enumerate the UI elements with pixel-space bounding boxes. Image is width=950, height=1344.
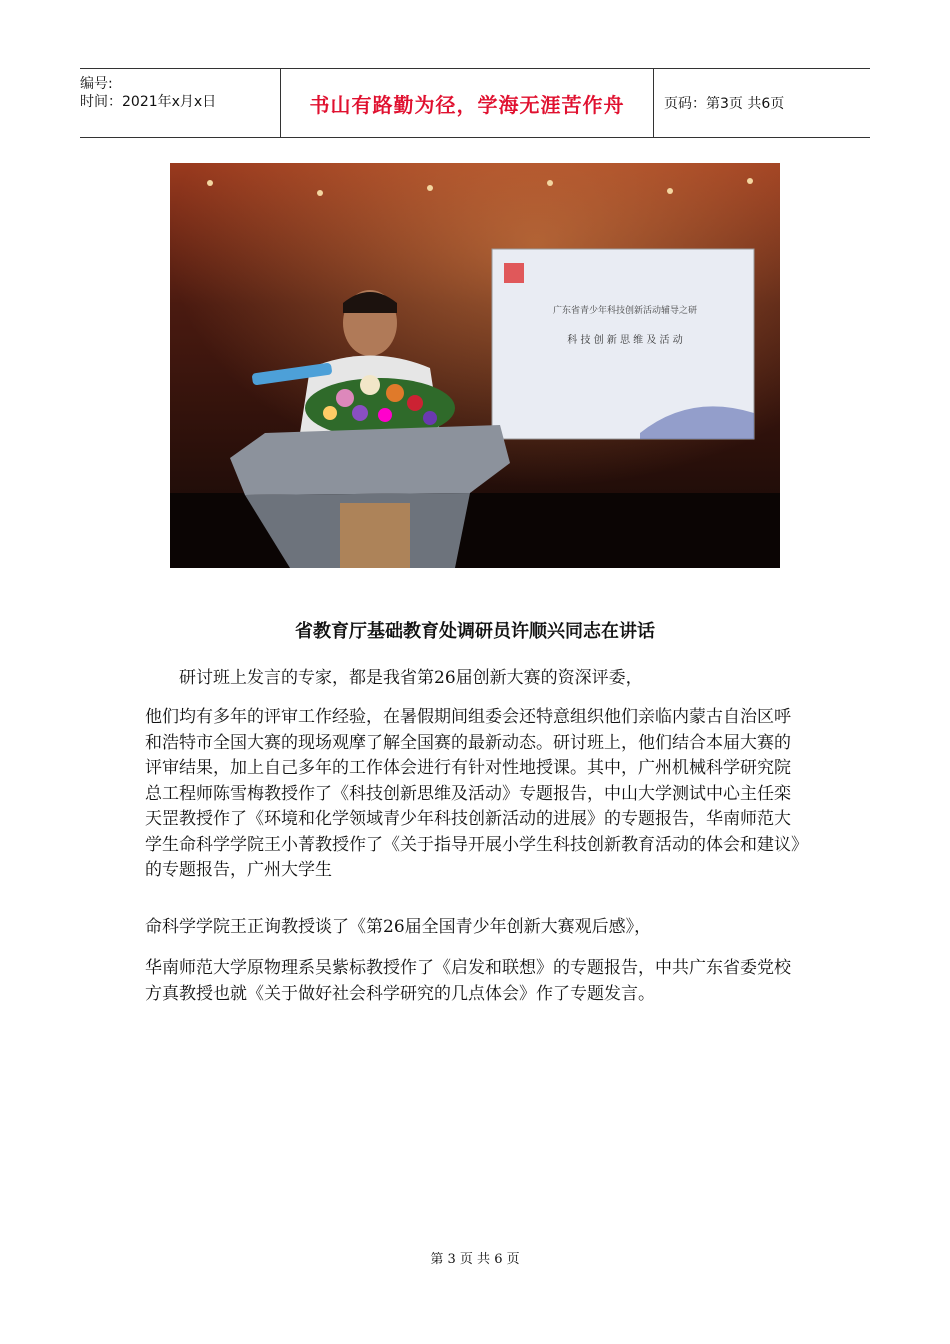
- number-label: 编号:: [80, 76, 113, 92]
- header-meta: [80, 69, 280, 137]
- header-page-info: 页码：第3页 共6页: [664, 96, 785, 112]
- paragraph-3: [145, 914, 805, 940]
- document-header: [80, 68, 870, 138]
- paragraph-4: [145, 955, 805, 1007]
- speaker-photo: [170, 163, 780, 568]
- paragraph-text: 华南师范大学原物理系吴紫标教授作了《启发和联想》的专题报告，中共广东省委党校方真教授也就《关于做好社会科学研究的几点体会》作了专题发言。: [145, 958, 791, 1004]
- page-footer: 第 3 页 共 6 页: [430, 1252, 520, 1267]
- paragraph-text: 命科学学院王正询教授谈了《第26届全国青少年创新大赛观后感》，: [145, 917, 652, 937]
- paragraph-text: 他们均有多年的评审工作经验，在暑假期间组委会还特意组织他们亲临内蒙古自治区呼和浩特市全国大赛的现场观摩了解全国赛的最新动态。研讨班上，他们结合本届大赛的评审结果，加上自己多年的工作体会进行有针对性地授课。其中，广州机械科学研究院总工程师陈雪梅教授作了《科技创新思维及活动》专题报告，中山大学测试中心主任栾天罡教授作了《环境和化学领域青少年科技创新活动的进展》的专题报告，华南师范大学生命科学学院王小菁教授作了《关于指导开展小学生科技创新教育活动的体会和建议》的专题报告，广州大学生: [145, 707, 800, 880]
- time-label: 时间：2021年x月x日: [80, 94, 217, 110]
- paragraph-text: 研讨班上发言的专家，都是我省第26届创新大赛的资深评委，: [145, 668, 643, 688]
- slide-subtitle: 科 技 创 新 思 维 及 活 动: [567, 335, 683, 346]
- photo-caption: 省教育厅基础教育处调研员许顺兴同志在讲话: [295, 621, 655, 642]
- projection-screen: [492, 249, 754, 439]
- paragraph-1: [145, 665, 805, 691]
- slide-title: 广东省青少年科技创新活动辅导之研: [552, 306, 698, 316]
- header-motto: 书山有路勤为径，学海无涯苦作舟: [280, 69, 654, 137]
- paragraph-2: [145, 705, 805, 884]
